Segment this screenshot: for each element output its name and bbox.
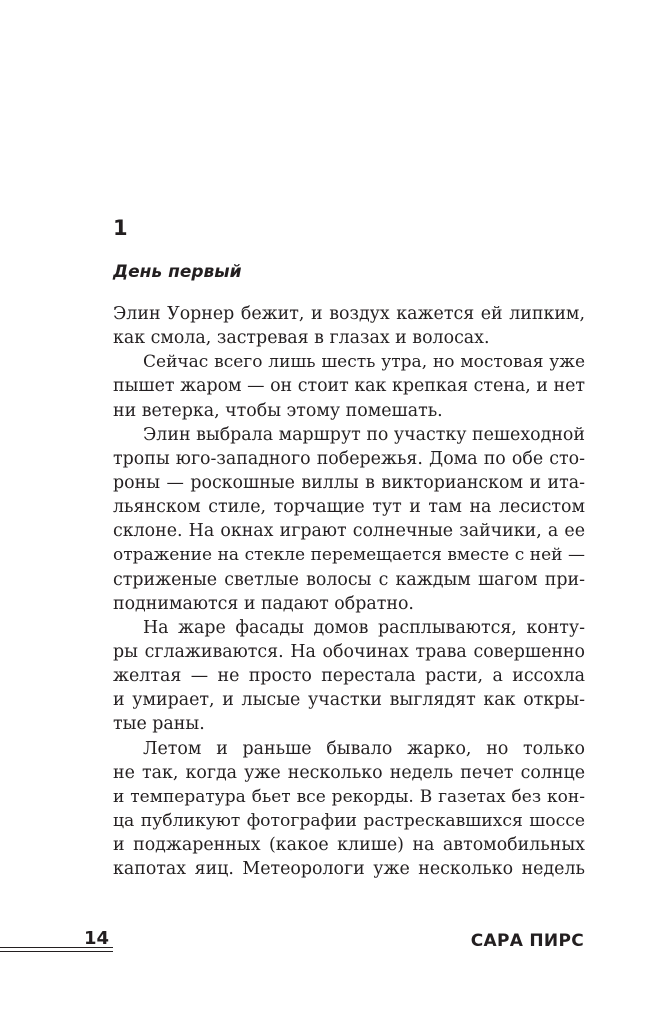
chapter-title: День первый [113, 262, 242, 282]
text-line: льянском стиле, торчащие тут и там на лесистом [113, 497, 585, 518]
text-line: и умирает, и лысые участки выглядят как откры- [113, 690, 585, 711]
footer-rule [0, 951, 113, 952]
body-text [113, 302, 585, 881]
text-line: Элин выбрала маршрут по участку пешеходной [143, 424, 585, 445]
text-line: отражение на стекле перемещается вместе с ней — [113, 545, 585, 566]
text-line: ца публикуют фотографии растрескавшихся шоссе [113, 810, 585, 831]
text-line: тропы юго-западного побережья. Дома по обе сто- [113, 448, 585, 469]
footer-page-number: 14 [84, 928, 110, 949]
paragraph [113, 302, 585, 350]
text-line: не так, когда уже несколько недель печет солнце [113, 762, 585, 783]
text-line: Сейчас всего лишь шесть утра, но мостовая уже [143, 352, 585, 373]
footer-author: САРА ПИРС [470, 931, 584, 951]
paragraph [113, 350, 585, 422]
text-line: склоне. На окнах играют солнечные зайчики, а ее [113, 521, 585, 542]
text-line: поднимаются и падают обратно. [113, 593, 414, 614]
text-line: и поджаренных (какое клише) на автомобильных [113, 835, 585, 856]
text-line: и температура бьет все рекорды. В газетах без кон- [113, 786, 585, 807]
chapter-number: 1 [113, 216, 128, 240]
text-line: Летом и раньше бывало жарко, но только [143, 738, 585, 759]
paragraph [113, 423, 585, 616]
text-line: стриженые светлые волосы с каждым шагом при- [113, 569, 585, 590]
text-line: пышет жаром — он стоит как крепкая стена, и нет [113, 376, 585, 397]
text-line: ни ветерка, чтобы этому помешать. [113, 400, 443, 421]
paragraph [113, 737, 585, 882]
text-line: тые раны. [113, 714, 205, 735]
text-line: как смола, застревая в глазах и волосах. [113, 328, 490, 349]
text-line: Элин Уорнер бежит, и воздух кажется ей липким, [113, 304, 585, 324]
text-line: На жаре фасады домов расплываются, конту- [143, 617, 585, 638]
text-line: роны — роскошные виллы в викторианском и ита- [113, 472, 585, 493]
text-line: капотах яиц. Метеорологи уже несколько недель [113, 859, 585, 880]
text-line: ры сглаживаются. На обочинах трава совершенно [113, 641, 585, 662]
text-line: желтая — не просто перестала расти, а иссохла [113, 666, 585, 687]
paragraph [113, 616, 585, 737]
